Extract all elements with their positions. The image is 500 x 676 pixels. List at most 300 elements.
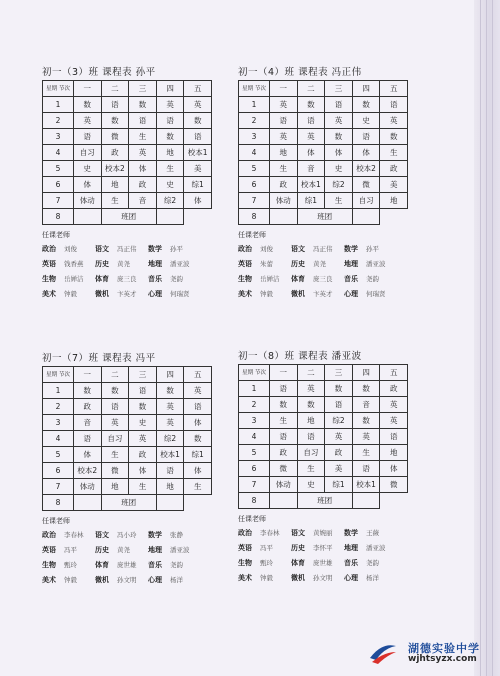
- teacher-row: [238, 287, 438, 302]
- subject-name: 体育: [95, 275, 109, 283]
- period-number: 5: [239, 161, 270, 177]
- teacher-name: 甄玲: [260, 559, 273, 567]
- lesson-cell: 英: [380, 113, 408, 129]
- lesson-cell: 校本1: [297, 177, 325, 193]
- teacher-name: 冯正伟: [313, 245, 333, 253]
- class-meeting-cell: 班团: [101, 495, 156, 511]
- lesson-cell: 政: [101, 145, 129, 161]
- teacher-name: 何瑞贤: [366, 290, 386, 298]
- period-number: 7: [43, 479, 74, 495]
- lesson-cell: 语: [101, 97, 129, 113]
- teacher-name: 黄尧: [117, 546, 130, 554]
- timetable-header-row: [43, 81, 212, 97]
- lesson-cell: 英: [325, 429, 353, 445]
- lesson-cell: 体: [380, 461, 408, 477]
- lesson-cell: [156, 495, 184, 511]
- timetable-row: [43, 479, 212, 495]
- lesson-cell: 语: [380, 429, 408, 445]
- timetable-row: [43, 495, 212, 511]
- teacher-name: 李春林: [64, 531, 84, 539]
- lesson-cell: 数: [129, 97, 157, 113]
- header-cell: 星期 节次: [43, 367, 74, 383]
- lesson-cell: 数: [325, 129, 353, 145]
- lesson-cell: 自习: [297, 445, 325, 461]
- teacher-name: 黄婉丽: [313, 529, 333, 537]
- timetable-row: [239, 397, 408, 413]
- lesson-cell: 语: [129, 383, 157, 399]
- teacher-name: 冯小玲: [117, 531, 137, 539]
- teacher-name: 庞三良: [313, 275, 333, 283]
- period-number: 1: [43, 383, 74, 399]
- subject-name: 语文: [291, 529, 305, 537]
- teacher-name: 朱蕾: [260, 260, 273, 268]
- lesson-cell: 数: [184, 431, 212, 447]
- lesson-cell: 生: [101, 447, 129, 463]
- period-number: 4: [43, 145, 74, 161]
- subject-name: 数学: [148, 245, 162, 253]
- subject-name: 地理: [148, 546, 162, 554]
- lesson-cell: 语: [74, 129, 102, 145]
- teacher-name: 潘亚波: [366, 544, 386, 552]
- lesson-cell: 校本1: [156, 447, 184, 463]
- lesson-cell: 生: [270, 413, 298, 429]
- lesson-cell: 地: [270, 145, 298, 161]
- teacher-row: [238, 242, 438, 257]
- teacher-row: [238, 257, 438, 272]
- lesson-cell: 语: [325, 397, 353, 413]
- period-number: 8: [239, 493, 270, 509]
- lesson-cell: 微: [352, 177, 380, 193]
- lesson-cell: [156, 209, 184, 225]
- lesson-cell: [352, 209, 380, 225]
- teacher-list-label: 任课老师: [42, 517, 70, 525]
- subject-name: 心理: [148, 290, 162, 298]
- timetable-row: [43, 113, 212, 129]
- subject-name: 政治: [42, 245, 56, 253]
- period-number: 7: [239, 193, 270, 209]
- timetable-row: [43, 415, 212, 431]
- timetable-row: [43, 463, 212, 479]
- lesson-cell: 校本2: [101, 161, 129, 177]
- lesson-cell: 政: [74, 399, 102, 415]
- timetable-row: [239, 161, 408, 177]
- lesson-cell: 美: [380, 177, 408, 193]
- lesson-cell: 体动: [270, 477, 298, 493]
- teacher-list: [42, 515, 242, 588]
- period-number: 8: [43, 495, 74, 511]
- page-stack-edge: [474, 0, 500, 676]
- timetable-row: [239, 113, 408, 129]
- lesson-cell: 英: [156, 399, 184, 415]
- lesson-cell: 生: [325, 193, 353, 209]
- lesson-cell: 语: [270, 429, 298, 445]
- header-cell: 一: [74, 367, 102, 383]
- teacher-name: 刘俊: [64, 245, 77, 253]
- lesson-cell: 综1: [325, 477, 353, 493]
- lesson-cell: 生: [352, 445, 380, 461]
- teacher-row: [238, 571, 438, 586]
- schedule-title: 初一（7）班 课程表 冯平: [42, 353, 156, 364]
- subject-name: 历史: [95, 546, 109, 554]
- lesson-cell: 数: [352, 97, 380, 113]
- teacher-name: 张静: [170, 531, 183, 539]
- lesson-cell: 美: [325, 461, 353, 477]
- lesson-cell: 英: [129, 145, 157, 161]
- header-cell: 一: [270, 365, 298, 381]
- logo-url-text: wjhtsyzx.com: [408, 654, 477, 664]
- school-logo: [368, 638, 494, 668]
- timetable-row: [43, 161, 212, 177]
- period-number: 1: [239, 381, 270, 397]
- lesson-cell: 英: [270, 97, 298, 113]
- class-meeting-cell: 班团: [101, 209, 156, 225]
- teacher-row: [42, 272, 242, 287]
- teacher-name: 尧韵: [170, 561, 183, 569]
- header-cell: 五: [380, 81, 408, 97]
- lesson-cell: 体: [184, 193, 212, 209]
- lesson-cell: 语: [156, 113, 184, 129]
- teacher-name: 庞世雄: [117, 561, 137, 569]
- lesson-cell: 地: [380, 445, 408, 461]
- lesson-cell: 史: [156, 177, 184, 193]
- teacher-row: [42, 573, 242, 588]
- lesson-cell: 体: [74, 447, 102, 463]
- lesson-cell: 英: [270, 129, 298, 145]
- timetable-header-row: [43, 367, 212, 383]
- subject-name: 语文: [291, 245, 305, 253]
- lesson-cell: 语: [101, 399, 129, 415]
- period-number: 8: [239, 209, 270, 225]
- subject-name: 数学: [344, 529, 358, 537]
- lesson-cell: 综1: [184, 447, 212, 463]
- lesson-cell: 政: [270, 177, 298, 193]
- lesson-cell: 体: [74, 177, 102, 193]
- header-cell: 三: [325, 365, 353, 381]
- lesson-cell: 史: [297, 477, 325, 493]
- teacher-name: 庞世雄: [313, 559, 333, 567]
- header-cell: 四: [156, 367, 184, 383]
- lesson-cell: 数: [352, 381, 380, 397]
- lesson-cell: 语: [156, 463, 184, 479]
- header-cell: 四: [352, 81, 380, 97]
- header-cell: 一: [270, 81, 298, 97]
- period-number: 7: [239, 477, 270, 493]
- period-number: 6: [239, 177, 270, 193]
- swoosh-logo-icon: [368, 640, 398, 666]
- timetable-header-row: [239, 365, 408, 381]
- lesson-cell: 生: [380, 145, 408, 161]
- lesson-cell: 数: [156, 129, 184, 145]
- teacher-name: 钟毅: [64, 290, 77, 298]
- teacher-name: 甄玲: [64, 561, 77, 569]
- teacher-row: [42, 543, 242, 558]
- header-cell: 二: [297, 365, 325, 381]
- lesson-cell: [270, 493, 298, 509]
- schedule-class-3: [42, 66, 242, 302]
- header-cell: 五: [184, 367, 212, 383]
- subject-name: 微机: [95, 576, 109, 584]
- lesson-cell: 地: [101, 177, 129, 193]
- timetable-row: [239, 381, 408, 397]
- teacher-name: 卞英才: [313, 290, 333, 298]
- schedule-class-4: [238, 66, 438, 302]
- lesson-cell: 数: [352, 413, 380, 429]
- subject-name: 数学: [344, 245, 358, 253]
- lesson-cell: 英: [74, 113, 102, 129]
- schedule-class-7: [42, 352, 242, 588]
- teacher-name: 孙文明: [117, 576, 137, 584]
- lesson-cell: 地: [101, 479, 129, 495]
- lesson-cell: 微: [380, 477, 408, 493]
- lesson-cell: 体: [129, 463, 157, 479]
- subject-name: 生物: [238, 275, 252, 283]
- subject-name: 微机: [291, 290, 305, 298]
- timetable-row: [43, 447, 212, 463]
- lesson-cell: 数: [129, 399, 157, 415]
- teacher-list-label: 任课老师: [238, 231, 266, 239]
- lesson-cell: 数: [270, 397, 298, 413]
- period-number: 2: [43, 399, 74, 415]
- subject-name: 英语: [238, 260, 252, 268]
- period-number: 3: [239, 413, 270, 429]
- lesson-cell: 语: [184, 129, 212, 145]
- timetable-row: [239, 429, 408, 445]
- lesson-cell: 体动: [270, 193, 298, 209]
- lesson-cell: 语: [352, 461, 380, 477]
- teacher-list: [238, 229, 438, 302]
- teacher-row: [238, 526, 438, 541]
- subject-name: 微机: [291, 574, 305, 582]
- lesson-cell: 语: [74, 431, 102, 447]
- subject-name: 历史: [95, 260, 109, 268]
- subject-name: 体育: [291, 559, 305, 567]
- period-number: 2: [239, 113, 270, 129]
- timetable: [42, 366, 212, 511]
- lesson-cell: 综2: [156, 431, 184, 447]
- lesson-cell: 英: [297, 381, 325, 397]
- teacher-name: 李怀平: [313, 544, 333, 552]
- teacher-name: 杨洋: [366, 574, 379, 582]
- lesson-cell: 政: [325, 445, 353, 461]
- lesson-cell: 体: [297, 145, 325, 161]
- lesson-cell: 美: [184, 161, 212, 177]
- timetable-row: [239, 477, 408, 493]
- timetable-row: [239, 193, 408, 209]
- period-number: 4: [239, 429, 270, 445]
- lesson-cell: 体动: [74, 193, 102, 209]
- lesson-cell: 数: [101, 383, 129, 399]
- timetable-row: [43, 145, 212, 161]
- teacher-name: 岳婵洁: [64, 275, 84, 283]
- lesson-cell: 政: [380, 381, 408, 397]
- period-number: 2: [239, 397, 270, 413]
- teacher-name: 王薇: [366, 529, 379, 537]
- teacher-name: 黄尧: [313, 260, 326, 268]
- lesson-cell: 语: [129, 113, 157, 129]
- subject-name: 地理: [344, 260, 358, 268]
- lesson-cell: 微: [270, 461, 298, 477]
- subject-name: 音乐: [344, 275, 358, 283]
- timetable-row: [43, 177, 212, 193]
- teacher-name: 钟毅: [260, 290, 273, 298]
- period-number: 5: [43, 161, 74, 177]
- lesson-cell: 语: [270, 113, 298, 129]
- lesson-cell: 政: [129, 177, 157, 193]
- lesson-cell: 数: [74, 383, 102, 399]
- teacher-list-label: 任课老师: [238, 515, 266, 523]
- teacher-name: 尧韵: [366, 559, 379, 567]
- header-cell: 五: [380, 365, 408, 381]
- teacher-row: [42, 528, 242, 543]
- teacher-name: 刘俊: [260, 245, 273, 253]
- lesson-cell: 政: [270, 445, 298, 461]
- timetable-row: [43, 399, 212, 415]
- lesson-cell: 数: [297, 97, 325, 113]
- subject-name: 体育: [291, 275, 305, 283]
- subject-name: 地理: [148, 260, 162, 268]
- lesson-cell: [74, 495, 102, 511]
- period-number: 5: [43, 447, 74, 463]
- teacher-list-label: 任课老师: [42, 231, 70, 239]
- timetable-row: [43, 129, 212, 145]
- timetable-header-row: [239, 81, 408, 97]
- lesson-cell: 音: [74, 415, 102, 431]
- lesson-cell: 体: [352, 145, 380, 161]
- lesson-cell: [270, 209, 298, 225]
- timetable-row: [239, 493, 408, 509]
- lesson-cell: 校本2: [74, 463, 102, 479]
- lesson-cell: 数: [74, 97, 102, 113]
- teacher-name: 卞英才: [117, 290, 137, 298]
- teacher-name: 庞三良: [117, 275, 137, 283]
- lesson-cell: 校本1: [184, 145, 212, 161]
- subject-name: 美术: [42, 290, 56, 298]
- teacher-name: 潘亚波: [170, 546, 190, 554]
- header-cell: 二: [297, 81, 325, 97]
- timetable: [42, 80, 212, 225]
- header-cell: 三: [325, 81, 353, 97]
- lesson-cell: 语: [297, 429, 325, 445]
- lesson-cell: 地: [380, 193, 408, 209]
- lesson-cell: 生: [184, 479, 212, 495]
- lesson-cell: 数: [184, 113, 212, 129]
- header-cell: 四: [352, 365, 380, 381]
- lesson-cell: 语: [270, 381, 298, 397]
- period-number: 3: [239, 129, 270, 145]
- subject-name: 生物: [238, 559, 252, 567]
- lesson-cell: 体: [184, 463, 212, 479]
- timetable: [238, 364, 408, 509]
- header-cell: 二: [101, 81, 129, 97]
- teacher-name: 何瑞贤: [170, 290, 190, 298]
- period-number: 6: [239, 461, 270, 477]
- class-meeting-cell: 班团: [297, 493, 352, 509]
- subject-name: 美术: [238, 574, 252, 582]
- subject-name: 地理: [344, 544, 358, 552]
- lesson-cell: 英: [297, 129, 325, 145]
- schedule-title: 初一（8）班 课程表 潘亚波: [238, 351, 362, 362]
- subject-name: 心理: [344, 290, 358, 298]
- teacher-name: 冯平: [260, 544, 273, 552]
- subject-name: 美术: [238, 290, 252, 298]
- timetable-row: [43, 97, 212, 113]
- lesson-cell: 校本2: [352, 161, 380, 177]
- subject-name: 语文: [95, 531, 109, 539]
- header-cell: 星期 节次: [239, 81, 270, 97]
- timetable-row: [43, 193, 212, 209]
- lesson-cell: 英: [380, 397, 408, 413]
- subject-name: 音乐: [344, 559, 358, 567]
- teacher-row: [42, 242, 242, 257]
- subject-name: 数学: [148, 531, 162, 539]
- lesson-cell: 语: [325, 97, 353, 113]
- class-meeting-cell: 班团: [297, 209, 352, 225]
- lesson-cell: 音: [129, 193, 157, 209]
- header-cell: 二: [101, 367, 129, 383]
- teacher-row: [42, 257, 242, 272]
- lesson-cell: 生: [156, 161, 184, 177]
- lesson-cell: 英: [352, 429, 380, 445]
- header-cell: 一: [74, 81, 102, 97]
- lesson-cell: 英: [380, 413, 408, 429]
- teacher-name: 钱香燕: [64, 260, 84, 268]
- timetable-row: [239, 177, 408, 193]
- subject-name: 英语: [42, 260, 56, 268]
- subject-name: 政治: [238, 245, 252, 253]
- lesson-cell: 自习: [74, 145, 102, 161]
- period-number: 7: [43, 193, 74, 209]
- subject-name: 历史: [291, 544, 305, 552]
- teacher-name: 黄尧: [117, 260, 130, 268]
- teacher-name: 李春林: [260, 529, 280, 537]
- lesson-cell: 语: [184, 399, 212, 415]
- lesson-cell: 语: [297, 113, 325, 129]
- lesson-cell: 语: [380, 97, 408, 113]
- teacher-row: [42, 287, 242, 302]
- lesson-cell: 地: [156, 145, 184, 161]
- header-cell: 四: [156, 81, 184, 97]
- header-cell: 五: [184, 81, 212, 97]
- lesson-cell: 生: [129, 479, 157, 495]
- teacher-row: [238, 272, 438, 287]
- teacher-name: 冯平: [64, 546, 77, 554]
- lesson-cell: 微: [101, 463, 129, 479]
- lesson-cell: 自习: [101, 431, 129, 447]
- lesson-cell: 地: [156, 479, 184, 495]
- subject-name: 历史: [291, 260, 305, 268]
- lesson-cell: 综1: [184, 177, 212, 193]
- subject-name: 生物: [42, 561, 56, 569]
- period-number: 5: [239, 445, 270, 461]
- teacher-name: 尧韵: [366, 275, 379, 283]
- header-cell: 三: [129, 367, 157, 383]
- teacher-row: [238, 556, 438, 571]
- schedule-title: 初一（3）班 课程表 孙平: [42, 67, 156, 78]
- lesson-cell: 英: [156, 97, 184, 113]
- logo-brand-text: 湖德实验中学: [408, 642, 480, 655]
- lesson-cell: 体: [129, 161, 157, 177]
- lesson-cell: 史: [74, 161, 102, 177]
- timetable-row: [239, 145, 408, 161]
- teacher-name: 潘亚波: [170, 260, 190, 268]
- lesson-cell: 英: [129, 431, 157, 447]
- subject-name: 微机: [95, 290, 109, 298]
- lesson-cell: 生: [270, 161, 298, 177]
- header-cell: 三: [129, 81, 157, 97]
- lesson-cell: 综2: [325, 413, 353, 429]
- lesson-cell: 音: [352, 397, 380, 413]
- period-number: 1: [43, 97, 74, 113]
